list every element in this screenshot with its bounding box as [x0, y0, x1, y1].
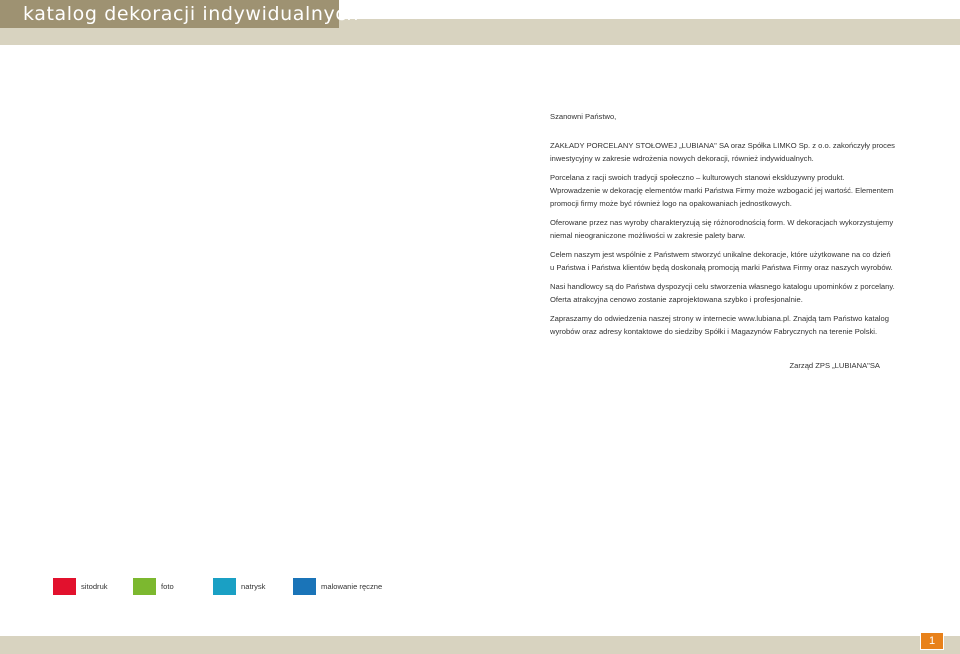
legend-label: malowanie ręczne — [321, 582, 383, 591]
legend-swatch-sitodruk — [53, 578, 76, 595]
footer-bar — [0, 636, 960, 654]
letter-paragraph: Celem naszym jest wspólnie z Państwem stworzyć unikalne dekoracje, które użytkowane na co dzień u Państwa i Państwa klientów będą doskonałą promocją marki Państwa Firmy oraz naszych wyrobów. — [550, 250, 893, 272]
legend-swatch-natrysk — [213, 578, 236, 595]
legend-label: natrysk — [241, 582, 266, 591]
letter-paragraph: Nasi handlowcy są do Państwa dyspozycji celu stworzenia własnego katalogu upominków z porcelany. Oferta atrakcyjna cenowo zostanie zaprojektowana szybko i profesjonalnie. — [550, 282, 895, 304]
legend-swatch-malowanie-reczne — [293, 578, 316, 595]
letter-paragraph: ZAKŁADY PORCELANY STOŁOWEJ „LUBIANA" SA oraz Spółka LIMKO Sp. z o.o. zakończyły proces inwestycyjny w zakresie wdrożenia nowych dekoracji, również indywidualnych. — [550, 141, 895, 163]
page-number: 1 — [920, 632, 944, 650]
letter-signature: Zarząd ZPS „LUBIANA"SA — [789, 361, 880, 370]
legend-label: sitodruk — [81, 582, 108, 591]
letter-paragraph: Porcelana z racji swoich tradycji społeczno – kulturowych stanowi ekskluzywny produkt. Wprowadzenie w dekorację elementów marki Państwa Firmy może wzbogacić jej wartość. Elementem promocji firmy może być również logo na opakowaniach jednostkowych. — [550, 173, 894, 208]
page-title: katalog dekoracji indywidualnych — [23, 3, 360, 25]
letter-body — [550, 110, 895, 344]
letter-paragraph: Zapraszamy do odwiedzenia naszej strony w internecie www.lubiana.pl. Znajdą tam Państwo katalog wyrobów oraz adresy kontaktowe do siedziby Spółki i Magazynów Fabrycznych na terenie Polski. — [550, 314, 889, 336]
legend-label: foto — [161, 582, 174, 591]
header-title-box — [0, 0, 360, 28]
letter-greeting: Szanowni Państwo, — [550, 112, 617, 121]
legend-swatch-foto — [133, 578, 156, 595]
letter-paragraph: Oferowane przez nas wyroby charakteryzują się różnorodnością form. W dekoracjach wykorzystujemy niemal nieograniczone możliwości w zakresie palety barw. — [550, 218, 894, 240]
